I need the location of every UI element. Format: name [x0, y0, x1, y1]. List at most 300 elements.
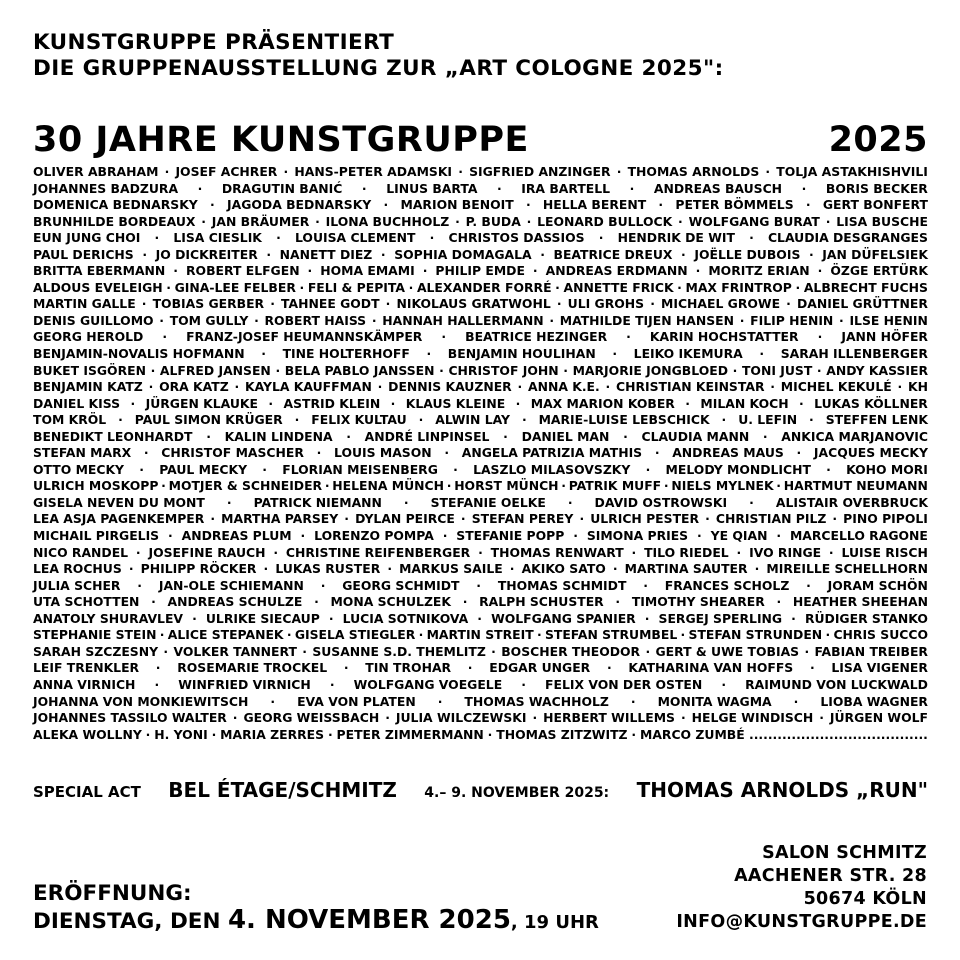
- name-separator: ·: [161, 478, 166, 494]
- name-separator: ·: [380, 246, 386, 262]
- name-separator: ·: [556, 296, 562, 312]
- name-separator: ·: [263, 561, 269, 577]
- artist-name: STEFANIE OELKE: [430, 494, 546, 510]
- artist-name: PHILIPP RÖCKER: [140, 561, 257, 577]
- artist-name: ANNA VIRNICH: [33, 676, 136, 692]
- artist-name: ORA KATZ: [159, 379, 229, 395]
- artist-name: DRAGUTIN BANIĆ: [221, 180, 343, 196]
- artist-name: ÖZGE ERTÜRK: [830, 263, 928, 279]
- name-separator: ·: [503, 428, 508, 444]
- artist-name: ANKICA MARJANOVIC: [781, 428, 928, 444]
- name-separator: ·: [809, 412, 814, 428]
- artist-line: [33, 313, 928, 330]
- artist-name: NIKOLAUS GRATWOHL: [396, 296, 551, 312]
- name-separator: ·: [234, 379, 240, 395]
- artist-name: JAGODA BEDNARSKY: [227, 197, 372, 213]
- name-separator: ·: [567, 494, 573, 510]
- opening-prefix: DIENSTAG, DEN: [33, 909, 228, 934]
- opening-info: [33, 880, 599, 936]
- artist-name: JOHANNES BADZURA: [33, 180, 179, 196]
- artist-name: ROBERT ELFGEN: [186, 263, 300, 279]
- artist-name: TILO RIEDEL: [644, 544, 729, 560]
- artist-line: [33, 694, 928, 711]
- artist-name: LEONARD BULLOCK: [537, 213, 673, 229]
- artist-name: ANGELA PATRIZIA MATHIS: [461, 445, 643, 461]
- artist-name: BOSCHER THEODOR: [501, 643, 641, 659]
- artist-line: [33, 677, 928, 694]
- name-separator: ·: [563, 362, 568, 378]
- address-venue: SALON SCHMITZ: [762, 843, 927, 863]
- artist-name: MARIE-LUISE LEBSCHICK: [538, 412, 710, 428]
- name-separator: ·: [201, 213, 206, 229]
- artist-line: [33, 478, 928, 495]
- artist-name: IRA BARTELL: [521, 180, 611, 196]
- name-separator: ·: [361, 180, 367, 196]
- name-separator: ·: [825, 627, 831, 643]
- artist-name: CHRISTIAN PILZ: [715, 511, 827, 527]
- name-separator: ·: [437, 693, 443, 709]
- artist-name: MARCELLO RAGONE: [789, 528, 928, 544]
- artist-name: MILAN KOCH: [700, 395, 789, 411]
- artist-name: PATRICK NIEMANN: [253, 494, 382, 510]
- name-separator: ·: [721, 676, 727, 692]
- artist-name: ANDREAS MAUS: [672, 445, 784, 461]
- artist-name: MONITA WAGMA: [657, 693, 772, 709]
- name-separator: ·: [897, 379, 903, 395]
- name-separator: ·: [211, 726, 217, 742]
- artist-name: JANN HÖFER: [841, 329, 928, 345]
- artist-name: TOBIAS GERBER: [152, 296, 265, 312]
- artist-name: DOMENICA BEDNARSKY: [33, 197, 198, 213]
- artist-name: HERBERT WILLEMS: [543, 710, 675, 726]
- name-separator: ·: [128, 561, 134, 577]
- name-separator: ·: [615, 594, 621, 610]
- name-separator: ·: [680, 710, 686, 726]
- artist-line: [33, 396, 928, 413]
- name-separator: ·: [441, 329, 447, 345]
- name-separator: ·: [150, 362, 156, 378]
- artist-name: FELIX VON DER OSTEN: [545, 676, 703, 692]
- artist-name: ANDRÉ LINPINSEL: [364, 428, 490, 444]
- name-separator: ·: [826, 461, 831, 477]
- artist-name: BENJAMIN HOULIHAN: [447, 346, 596, 362]
- artist-name: LISA CIESLIK: [173, 230, 262, 246]
- artist-name: ASTRID KLEIN: [283, 395, 381, 411]
- opening-date-line: [33, 907, 599, 936]
- special-act-line: [33, 778, 928, 806]
- artist-name: LEA ASJA PAGENKEMPER: [33, 511, 205, 527]
- artist-name: LOUISA CLEMENT: [294, 230, 416, 246]
- artist-line: [33, 462, 928, 479]
- artist-name: MIREILLE SCHELLHORN: [766, 561, 928, 577]
- artist-line: [33, 495, 928, 512]
- artist-name: HARTMUT NEUMANN: [783, 478, 928, 494]
- artist-name: STEFANIE POPP: [456, 528, 565, 544]
- artist-name: DENIS GUILLOMO: [33, 312, 154, 328]
- name-separator: ·: [695, 263, 701, 279]
- artist-line: [33, 214, 928, 231]
- name-separator: ·: [346, 428, 351, 444]
- artist-name: STEFAN STRUMBEL: [544, 627, 678, 643]
- name-separator: ·: [793, 693, 799, 709]
- artist-name: ANDY KASSIER: [826, 362, 928, 378]
- artist-name: GEORG SCHMIDT: [342, 577, 460, 593]
- artist-name: TINE HOLTERHOFF: [282, 346, 410, 362]
- artist-name: LUISE RISCH: [841, 544, 928, 560]
- name-separator: ·: [315, 213, 320, 229]
- artist-line: [33, 545, 928, 562]
- name-separator: ·: [776, 528, 782, 544]
- name-separator: ·: [685, 395, 690, 411]
- name-separator: ·: [385, 710, 390, 726]
- artist-name: VOLKER TANNERT: [173, 643, 297, 659]
- artist-name: PHILIP EMDE: [435, 263, 525, 279]
- artist-line: [33, 528, 928, 545]
- name-separator: ·: [276, 230, 281, 246]
- name-separator: ·: [343, 660, 349, 676]
- name-separator: ·: [776, 594, 782, 610]
- artist-name: H. YONI: [154, 726, 208, 742]
- artist-name: SARAH ILLENBERGER: [780, 346, 928, 362]
- artist-name: GISELA NEVEN DU MONT: [33, 494, 205, 510]
- name-separator: ·: [739, 312, 745, 328]
- artist-name: CHRISTOS DASSIOS: [448, 230, 585, 246]
- artist-name: ANDREAS SCHULZE: [167, 594, 303, 610]
- artist-name: ULRICH PESTER: [590, 511, 700, 527]
- special-act-dates: 4.– 9. NOVEMBER 2025:: [424, 785, 610, 801]
- name-separator: ·: [476, 577, 482, 593]
- name-separator: ·: [497, 180, 502, 196]
- name-separator: ·: [329, 676, 335, 692]
- name-separator: ·: [324, 478, 330, 494]
- artist-name: WOLFGANG SPANIER: [491, 610, 636, 626]
- artist-name: MARTHA PARSEY: [221, 511, 339, 527]
- name-separator: ·: [749, 494, 754, 510]
- artist-name: KATHARINA VAN HOFFS: [628, 660, 794, 676]
- artist-name: TONI JUST: [741, 362, 813, 378]
- artist-name: ANNETTE FRICK: [563, 279, 674, 295]
- artist-name: STEFAN STRUNDEN: [688, 627, 823, 643]
- artist-name: TIMOTHY SHEARER: [631, 594, 765, 610]
- artist-name: HANS-PETER ADAMSKI: [294, 164, 453, 179]
- name-separator: ·: [266, 246, 272, 262]
- name-separator: ·: [677, 279, 682, 295]
- name-separator: ·: [377, 379, 383, 395]
- artist-name: LEIKO IKEMURA: [633, 346, 743, 362]
- artist-name: PAUL DERICHS: [33, 246, 134, 262]
- name-separator: ·: [316, 445, 322, 461]
- artist-name: MARJORIE JONGBLOED: [572, 362, 728, 378]
- artist-name: LORENZO POMPA: [314, 528, 434, 544]
- name-separator: ·: [307, 263, 313, 279]
- name-separator: ·: [467, 660, 473, 676]
- name-separator: ·: [270, 296, 275, 312]
- name-separator: ·: [555, 279, 560, 295]
- name-separator: ·: [226, 494, 232, 510]
- artist-name: TOM KRÖL: [33, 412, 107, 428]
- artist-name: SOPHIA DOMAGALA: [394, 246, 532, 262]
- artist-name: PAUL MECKY: [159, 461, 248, 477]
- intro-line-2: DIE GRUPPENAUSSTELLUNG ZUR „ART COLOGNE 2025":: [33, 56, 724, 81]
- artist-name: MARTIN STREIT: [426, 627, 534, 643]
- artist-name: UTA SCHOTTEN: [33, 594, 140, 610]
- intro-line-1: KUNSTGRUPPE PRÄSENTIERT: [33, 30, 395, 55]
- name-separator: ·: [643, 577, 648, 593]
- artist-name: LUCIA SOTNIKOVA: [342, 610, 469, 626]
- name-separator: ·: [163, 643, 169, 659]
- name-separator: ·: [206, 428, 211, 444]
- name-separator: ·: [254, 312, 259, 328]
- artist-name: SIMONA PRIES: [586, 528, 689, 544]
- name-separator: ·: [770, 379, 775, 395]
- artist-name: THOMAS ARNOLDS: [627, 164, 760, 179]
- artist-name: MATHILDE TIJEN HANSEN: [559, 312, 735, 328]
- artist-line: [33, 197, 928, 214]
- name-separator: ·: [795, 279, 801, 295]
- artist-name: TOM GULLY: [169, 312, 249, 328]
- artist-name: HANNAH HALLERMANN: [382, 312, 544, 328]
- opening-time: , 19 UHR: [510, 912, 599, 933]
- artist-name: DANIEL GRÜTTNER: [797, 296, 928, 312]
- artist-name: NICO RANDEL: [33, 544, 129, 560]
- artist-name: ALFRED JANSEN: [159, 362, 271, 378]
- name-separator: ·: [776, 478, 782, 494]
- special-act-title: THOMAS ARNOLDS „RUN": [636, 778, 928, 802]
- name-separator: ·: [839, 312, 844, 328]
- artist-name: ALEXANDER FORRÉ: [416, 279, 552, 295]
- artist-name: RAIMUND VON LUCKWALD: [745, 676, 928, 692]
- name-separator: ·: [806, 577, 811, 593]
- artist-name: LASZLO MILASOVSZKY: [473, 461, 631, 477]
- name-separator: ·: [210, 511, 216, 527]
- artist-name: JOËLLE DUBOIS: [694, 246, 801, 262]
- opening-label: ERÖFFNUNG:: [33, 881, 192, 906]
- artist-name: IVO RINGE: [749, 544, 822, 560]
- name-separator: ·: [166, 279, 171, 295]
- artist-name: LINUS BARTA: [386, 180, 478, 196]
- artist-name: JOSEF ACHRER: [175, 164, 278, 179]
- artist-line: [33, 627, 928, 644]
- artist-name: NANETT DIEZ: [279, 246, 373, 262]
- artist-name: TAHNEE GODT: [281, 296, 380, 312]
- artist-name: CHRISTIAN KEINSTAR: [616, 379, 765, 395]
- artist-name: WOLFGANG VOEGELE: [353, 676, 503, 692]
- artist-name: KH: [908, 379, 928, 395]
- name-separator: ·: [320, 577, 326, 593]
- name-separator: ·: [654, 445, 660, 461]
- name-separator: ·: [426, 346, 432, 362]
- artist-name: ALISTAIR OVERBRUCK: [775, 494, 928, 510]
- artist-name: MICHAIL PIRGELIS: [33, 528, 160, 544]
- name-separator: ·: [275, 362, 281, 378]
- name-separator: ·: [210, 197, 215, 213]
- name-separator: ·: [808, 246, 814, 262]
- artist-name: THOMAS ZITZWITZ: [496, 726, 628, 742]
- artist-name: ANDREAS PLUM: [181, 528, 292, 544]
- name-separator: ·: [383, 197, 389, 213]
- address-street: AACHENER STR. 28: [734, 866, 927, 886]
- name-separator: ·: [232, 710, 238, 726]
- artist-name: GEORG HEROLD: [33, 329, 144, 345]
- artist-line: [33, 660, 928, 677]
- name-separator: ·: [650, 296, 655, 312]
- name-separator: ·: [819, 710, 824, 726]
- artist-name: LIOBA WAGNER: [820, 693, 928, 709]
- name-separator: ·: [623, 428, 628, 444]
- name-separator: ·: [408, 279, 414, 295]
- name-separator: ·: [817, 329, 823, 345]
- name-separator: ·: [371, 312, 377, 328]
- artist-name: GISELA STIEGLER: [294, 627, 416, 643]
- name-separator: ·: [644, 610, 650, 626]
- name-separator: ·: [143, 445, 149, 461]
- artist-name: JOHANNES TASSILO WALTER: [33, 710, 227, 726]
- artist-name: KOHO MORI: [846, 461, 928, 477]
- name-separator: ·: [145, 726, 151, 742]
- name-separator: ·: [137, 577, 143, 593]
- name-separator: ·: [314, 594, 319, 610]
- artist-list: [33, 164, 928, 743]
- artist-name: STEPHANIE STEIN: [33, 627, 157, 643]
- artist-name: AKIKO SATO: [521, 561, 606, 577]
- artist-name: LEIF TRENKLER: [33, 660, 140, 676]
- artist-name: JO DICKREITER: [155, 246, 258, 262]
- artist-line: [33, 263, 928, 280]
- name-separator: ·: [705, 511, 710, 527]
- name-separator: ·: [159, 312, 164, 328]
- artist-line: [33, 561, 928, 578]
- name-separator: ·: [631, 544, 637, 560]
- artist-name: CLAUDIA MANN: [641, 428, 750, 444]
- poster-year: 2025: [828, 120, 928, 160]
- name-separator: ·: [403, 494, 409, 510]
- artist-name: ULRICH MOSKOPP: [33, 478, 159, 494]
- artist-name: LUKAS KÖLLNER: [814, 395, 928, 411]
- name-separator: ·: [283, 164, 289, 179]
- name-separator: ·: [736, 544, 742, 560]
- artist-name: HORST MÜNCH: [454, 478, 559, 494]
- name-separator: ·: [532, 710, 538, 726]
- name-separator: ·: [525, 197, 531, 213]
- name-separator: ·: [487, 726, 493, 742]
- name-separator: ·: [805, 197, 811, 213]
- artist-name: RALPH SCHUSTER: [479, 594, 604, 610]
- name-separator: ·: [148, 379, 154, 395]
- name-separator: ·: [439, 362, 444, 378]
- artist-name: PATRIK MUFF: [568, 478, 662, 494]
- name-separator: ·: [118, 412, 123, 428]
- artist-line: [33, 379, 928, 396]
- artist-name: ANNA K.E.: [528, 379, 600, 395]
- name-separator: ·: [192, 610, 197, 626]
- artist-line: [33, 445, 928, 462]
- artist-line: [33, 412, 928, 429]
- artist-name: GEORG WEISSBACH: [243, 710, 380, 726]
- artist-name: KALIN LINDENA: [224, 428, 333, 444]
- artist-name: MOTJER & SCHNEIDER: [168, 478, 323, 494]
- venue-address: [676, 842, 927, 934]
- name-separator: ·: [825, 213, 831, 229]
- artist-line: [33, 727, 928, 744]
- name-separator: ·: [799, 395, 804, 411]
- special-act-venue: BEL ÉTAGE/SCHMITZ: [168, 778, 397, 802]
- name-separator: ·: [328, 610, 334, 626]
- artist-name: MICHAEL GROWE: [661, 296, 781, 312]
- name-separator: ·: [262, 461, 268, 477]
- artist-name: FABIAN TREIBER: [814, 643, 928, 659]
- name-separator: ·: [517, 379, 523, 395]
- artist-name: KARIN HOCHSTATTER: [649, 329, 799, 345]
- artist-name: JORAM SCHÖN: [827, 577, 928, 593]
- artist-name: ANDREAS BAUSCH: [653, 180, 783, 196]
- artist-name: MARION BENOIT: [400, 197, 514, 213]
- artist-name: NIELS MYLNEK: [671, 478, 774, 494]
- artist-name: JULIA SCHER: [33, 577, 121, 593]
- artist-name: JAN BRÄUMER: [211, 213, 310, 229]
- name-separator: ·: [286, 627, 292, 643]
- artist-name: MONA SCHULZEK: [330, 594, 451, 610]
- artist-name: WOLFGANG BURAT: [688, 213, 820, 229]
- artist-name: HELGE WINDISCH: [691, 710, 814, 726]
- artist-name: HEATHER SHEEHAN: [792, 594, 928, 610]
- artist-name: PETER BÖMMELS: [675, 197, 794, 213]
- artist-name: YE QIAN: [710, 528, 768, 544]
- artist-name: GINA-LEE FELBER: [174, 279, 296, 295]
- artist-name: SIGFRIED ANZINGER: [469, 164, 611, 179]
- artist-name: SUSANNE S.D. THEMLITZ: [312, 643, 486, 659]
- artist-name: LISA BUSCHE: [836, 213, 928, 229]
- artist-name: FELI & PEPITA: [307, 279, 405, 295]
- artist-name: ALWIN LAY: [435, 412, 510, 428]
- artist-name: ILONA BUCHHOLZ: [325, 213, 450, 229]
- artist-line: [33, 578, 928, 595]
- artist-name: THOMAS RENWART: [490, 544, 624, 560]
- artist-name: JAN DÜFELSIEK: [822, 246, 928, 262]
- artist-name: DAVID OSTROWSKI: [594, 494, 728, 510]
- name-separator: ·: [422, 263, 428, 279]
- artist-name: PETER ZIMMERMANN: [336, 726, 484, 742]
- artist-name: BENJAMIN KATZ: [33, 379, 143, 395]
- artist-line: [33, 247, 928, 264]
- artist-name: ALBRECHT FUCHS: [803, 279, 928, 295]
- name-separator: ·: [526, 213, 532, 229]
- artist-name: STEFFEN LENK: [825, 412, 928, 428]
- artist-name: JULIA WILCZEWSKI: [395, 710, 527, 726]
- name-separator: ·: [130, 395, 136, 411]
- artist-name: MARTINA SAUTER: [624, 561, 748, 577]
- name-separator: ·: [261, 346, 266, 362]
- artist-name: SERGEJ SPERLING: [658, 610, 783, 626]
- artist-name: FLORIAN MEISENBERG: [282, 461, 438, 477]
- name-separator: ·: [801, 180, 807, 196]
- address-city: 50674 KÖLN: [803, 889, 927, 909]
- name-separator: ·: [828, 544, 834, 560]
- name-separator: ·: [390, 395, 396, 411]
- artist-name: MORITZ ERIAN: [708, 263, 810, 279]
- artist-name: DANIEL MAN: [521, 428, 610, 444]
- name-separator: ·: [139, 461, 144, 477]
- name-separator: ·: [721, 412, 727, 428]
- name-separator: ·: [616, 164, 622, 179]
- artist-line: [33, 346, 928, 363]
- artist-line: [33, 710, 928, 727]
- name-separator: ·: [612, 346, 618, 362]
- artist-name: MARKUS SAILE: [399, 561, 503, 577]
- artist-name: MARTIN GALLE: [33, 296, 136, 312]
- artist-line: [33, 280, 928, 297]
- address-email[interactable]: INFO@KUNSTGRUPPE.DE: [676, 912, 927, 932]
- name-separator: ·: [387, 561, 393, 577]
